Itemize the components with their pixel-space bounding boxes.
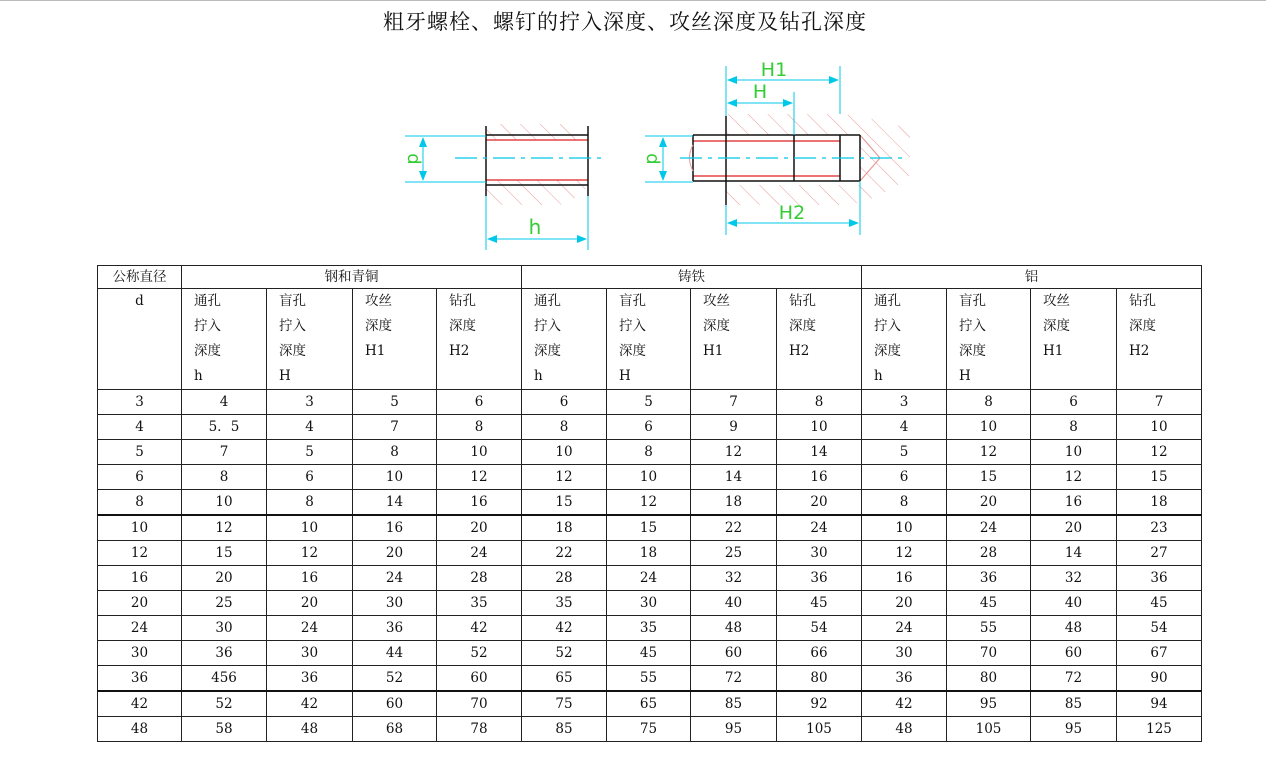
table-row [98, 390, 1202, 415]
value-cell: 48 [267, 717, 353, 742]
column-header-line: h [874, 368, 883, 384]
value-cell: 45 [777, 591, 862, 616]
table-row [98, 415, 1202, 440]
page-title: 粗牙螺栓、螺钉的拧入深度、攻丝深度及钻孔深度 [383, 10, 867, 34]
value-cell: 95 [691, 717, 777, 742]
value-cell: 5．5 [182, 415, 267, 440]
column-header-line: 钻孔 [449, 293, 476, 309]
column-header-line: H1 [365, 343, 386, 359]
diameter-cell: 12 [98, 541, 182, 566]
value-cell: 60 [1031, 641, 1117, 666]
column-header-line: 通孔 [194, 293, 221, 309]
column-header [862, 289, 947, 390]
value-cell: 54 [1117, 616, 1202, 641]
value-cell: 16 [437, 490, 522, 516]
value-cell: 94 [1117, 691, 1202, 717]
value-cell: 15 [607, 515, 691, 541]
value-cell: 24 [947, 515, 1031, 541]
column-header-line: 深度 [449, 318, 476, 334]
value-cell: 15 [947, 465, 1031, 490]
diameter-cell: 48 [98, 717, 182, 742]
value-cell: 54 [777, 616, 862, 641]
value-cell: 3 [862, 390, 947, 415]
value-cell: 7 [691, 390, 777, 415]
table-row [98, 515, 1202, 541]
label-d-left: d [403, 153, 424, 165]
value-cell: 95 [1031, 717, 1117, 742]
value-cell: 78 [437, 717, 522, 742]
table-row [98, 490, 1202, 516]
value-cell: 35 [522, 591, 607, 616]
value-cell: 58 [182, 717, 267, 742]
value-cell: 70 [437, 691, 522, 717]
diameter-cell: 10 [98, 515, 182, 541]
diameter-cell: 5 [98, 440, 182, 465]
value-cell: 5 [353, 390, 437, 415]
column-header-line: 拧入 [279, 318, 306, 334]
value-cell: 15 [522, 490, 607, 516]
value-cell: 45 [607, 641, 691, 666]
value-cell: 30 [182, 616, 267, 641]
diameter-cell: 36 [98, 666, 182, 692]
value-cell: 24 [353, 566, 437, 591]
value-cell: 10 [607, 465, 691, 490]
value-cell: 12 [522, 465, 607, 490]
column-header-line: 攻丝 [703, 293, 730, 309]
arrow-d-top-left [419, 137, 427, 147]
column-header-line: 深度 [789, 318, 816, 334]
value-cell: 20 [182, 566, 267, 591]
column-header-line: H2 [449, 343, 470, 359]
value-cell: 105 [777, 717, 862, 742]
value-cell: 6 [862, 465, 947, 490]
column-header [437, 289, 522, 390]
value-cell: 67 [1117, 641, 1202, 666]
value-cell: 4 [862, 415, 947, 440]
value-cell: 68 [353, 717, 437, 742]
column-header-line: 盲孔 [959, 293, 986, 309]
value-cell: 5 [862, 440, 947, 465]
value-cell: 4 [182, 390, 267, 415]
value-cell: 12 [182, 515, 267, 541]
column-header-line: H [619, 368, 631, 384]
table-row [98, 465, 1202, 490]
value-cell: 28 [522, 566, 607, 591]
group-header-aluminum: 铝 [862, 266, 1202, 289]
value-cell: 22 [522, 541, 607, 566]
value-cell: 6 [607, 415, 691, 440]
diameter-cell: 3 [98, 390, 182, 415]
table-row [98, 666, 1202, 692]
column-header-line: H1 [1043, 343, 1064, 359]
value-cell: 456 [182, 666, 267, 692]
value-cell: 10 [437, 440, 522, 465]
column-header-line: 深度 [365, 318, 392, 334]
table-row [98, 541, 1202, 566]
label-H: H [752, 81, 768, 103]
value-cell: 8 [1031, 415, 1117, 440]
arrow-d-bottom-left [419, 171, 427, 181]
value-cell: 12 [607, 490, 691, 516]
label-H2: H2 [778, 202, 806, 224]
value-cell: 60 [691, 641, 777, 666]
column-header-line: H [279, 368, 291, 384]
column-header [691, 289, 777, 390]
arrow-h-left [487, 235, 497, 243]
value-cell: 10 [777, 415, 862, 440]
value-cell: 20 [862, 591, 947, 616]
column-header-line: 钻孔 [1129, 293, 1156, 309]
value-cell: 36 [947, 566, 1031, 591]
value-cell: 55 [947, 616, 1031, 641]
value-cell: 6 [522, 390, 607, 415]
value-cell: 80 [777, 666, 862, 692]
column-header [1117, 289, 1202, 390]
value-cell: 12 [1117, 440, 1202, 465]
value-cell: 9 [691, 415, 777, 440]
diameter-cell: 24 [98, 616, 182, 641]
value-cell: 3 [267, 390, 353, 415]
thread-depth-diagram [0, 0, 1266, 262]
label-H1: H1 [760, 59, 788, 81]
column-header-line: 深度 [279, 343, 306, 359]
value-cell: 12 [691, 440, 777, 465]
column-header-line: 攻丝 [365, 293, 392, 309]
value-cell: 12 [1031, 465, 1117, 490]
value-cell: 52 [437, 641, 522, 666]
table-row [98, 717, 1202, 742]
value-cell: 16 [862, 566, 947, 591]
column-header [267, 289, 353, 390]
value-cell: 4 [267, 415, 353, 440]
value-cell: 8 [862, 490, 947, 516]
value-cell: 48 [1031, 616, 1117, 641]
value-cell: 24 [777, 515, 862, 541]
column-header-line: 拧入 [959, 318, 986, 334]
value-cell: 10 [947, 415, 1031, 440]
column-header-line: H1 [703, 343, 724, 359]
value-cell: 20 [1031, 515, 1117, 541]
column-header-line: 深度 [874, 343, 901, 359]
value-cell: 18 [1117, 490, 1202, 516]
value-cell: 7 [182, 440, 267, 465]
diameter-cell: 20 [98, 591, 182, 616]
value-cell: 52 [353, 666, 437, 692]
column-header [1031, 289, 1117, 390]
table-row [98, 440, 1202, 465]
diameter-cell: 8 [98, 490, 182, 516]
value-cell: 15 [1117, 465, 1202, 490]
value-cell: 30 [607, 591, 691, 616]
value-cell: 10 [522, 440, 607, 465]
value-cell: 30 [862, 641, 947, 666]
arrow-H1-right [829, 76, 839, 84]
column-header-line: 通孔 [874, 293, 901, 309]
value-cell: 80 [947, 666, 1031, 692]
value-cell: 36 [353, 616, 437, 641]
value-cell: 36 [182, 641, 267, 666]
value-cell: 7 [1117, 390, 1202, 415]
value-cell: 25 [182, 591, 267, 616]
value-cell: 24 [607, 566, 691, 591]
value-cell: 8 [522, 415, 607, 440]
column-header-line: 深度 [534, 343, 561, 359]
value-cell: 20 [437, 515, 522, 541]
value-cell: 10 [1117, 415, 1202, 440]
arrow-H2-left [727, 219, 737, 227]
value-cell: 66 [777, 641, 862, 666]
value-cell: 27 [1117, 541, 1202, 566]
value-cell: 36 [1117, 566, 1202, 591]
value-cell: 75 [607, 717, 691, 742]
value-cell: 24 [862, 616, 947, 641]
table-row [98, 641, 1202, 666]
value-cell: 14 [691, 465, 777, 490]
column-header-line: 深度 [619, 343, 646, 359]
value-cell: 18 [691, 490, 777, 516]
column-header-line: 拧入 [194, 318, 221, 334]
column-header-line: 深度 [959, 343, 986, 359]
value-cell: 55 [607, 666, 691, 692]
value-cell: 20 [353, 541, 437, 566]
column-header-line: H2 [789, 343, 810, 359]
value-cell: 7 [353, 415, 437, 440]
arrow-d-top-right [659, 137, 667, 147]
value-cell: 5 [267, 440, 353, 465]
column-header-line: H2 [1129, 343, 1150, 359]
value-cell: 92 [777, 691, 862, 717]
value-cell: 42 [437, 616, 522, 641]
value-cell: 10 [267, 515, 353, 541]
diameter-cell: 30 [98, 641, 182, 666]
value-cell: 45 [947, 591, 1031, 616]
column-header-line: 钻孔 [789, 293, 816, 309]
value-cell: 23 [1117, 515, 1202, 541]
value-cell: 10 [1031, 440, 1117, 465]
blind-hole-figure [642, 59, 910, 235]
nominal-diameter-symbol: d [98, 289, 182, 390]
value-cell: 75 [522, 691, 607, 717]
value-cell: 65 [607, 691, 691, 717]
value-cell: 65 [522, 666, 607, 692]
arrow-H2-right [849, 219, 859, 227]
value-cell: 16 [1031, 490, 1117, 516]
value-cell: 28 [437, 566, 522, 591]
column-header-line: 拧入 [534, 318, 561, 334]
value-cell: 40 [691, 591, 777, 616]
diameter-cell: 6 [98, 465, 182, 490]
diameter-cell: 42 [98, 691, 182, 717]
thread-depth-table [97, 265, 1202, 742]
value-cell: 30 [777, 541, 862, 566]
column-header-line: 拧入 [874, 318, 901, 334]
value-cell: 14 [353, 490, 437, 516]
value-cell: 72 [691, 666, 777, 692]
value-cell: 42 [862, 691, 947, 717]
column-header-line: 拧入 [619, 318, 646, 334]
diameter-cell: 4 [98, 415, 182, 440]
value-cell: 10 [182, 490, 267, 516]
column-header-line: 深度 [703, 318, 730, 334]
value-cell: 14 [1031, 541, 1117, 566]
value-cell: 20 [947, 490, 1031, 516]
value-cell: 8 [607, 440, 691, 465]
value-cell: 48 [862, 717, 947, 742]
value-cell: 36 [267, 666, 353, 692]
value-cell: 8 [437, 415, 522, 440]
group-header-cast-iron: 铸铁 [522, 266, 862, 289]
header-row-groups [98, 266, 1202, 289]
value-cell: 6 [1031, 390, 1117, 415]
value-cell: 8 [182, 465, 267, 490]
column-header-line: H [959, 368, 971, 384]
value-cell: 52 [522, 641, 607, 666]
hatch-top-left [486, 124, 590, 140]
value-cell: 10 [862, 515, 947, 541]
column-header-line: 深度 [1043, 318, 1070, 334]
value-cell: 12 [862, 541, 947, 566]
value-cell: 85 [691, 691, 777, 717]
value-cell: 10 [353, 465, 437, 490]
table-row [98, 691, 1202, 717]
column-header [353, 289, 437, 390]
arrow-d-bottom-right [659, 171, 667, 181]
label-d-right: d [642, 153, 663, 165]
column-header [777, 289, 862, 390]
value-cell: 45 [1117, 591, 1202, 616]
value-cell: 52 [182, 691, 267, 717]
column-header-line: h [194, 368, 203, 384]
nominal-diameter-header: 公称直径 [98, 266, 182, 289]
value-cell: 16 [267, 566, 353, 591]
column-header [947, 289, 1031, 390]
value-cell: 32 [1031, 566, 1117, 591]
column-header-line: 攻丝 [1043, 293, 1070, 309]
value-cell: 28 [947, 541, 1031, 566]
value-cell: 42 [522, 616, 607, 641]
value-cell: 6 [437, 390, 522, 415]
value-cell: 20 [267, 591, 353, 616]
table-row [98, 566, 1202, 591]
column-header-line: 盲孔 [279, 293, 306, 309]
value-cell: 95 [947, 691, 1031, 717]
arrow-H1-left [727, 76, 737, 84]
value-cell: 15 [182, 541, 267, 566]
value-cell: 48 [691, 616, 777, 641]
value-cell: 12 [947, 440, 1031, 465]
value-cell: 5 [607, 390, 691, 415]
value-cell: 40 [1031, 591, 1117, 616]
hatch-bottom-left [486, 180, 588, 205]
value-cell: 6 [267, 465, 353, 490]
value-cell: 24 [437, 541, 522, 566]
value-cell: 72 [1031, 666, 1117, 692]
value-cell: 44 [353, 641, 437, 666]
value-cell: 8 [777, 390, 862, 415]
value-cell: 30 [267, 641, 353, 666]
column-header-line: 通孔 [534, 293, 561, 309]
value-cell: 85 [1031, 691, 1117, 717]
column-header-line: h [534, 368, 543, 384]
value-cell: 18 [607, 541, 691, 566]
value-cell: 30 [353, 591, 437, 616]
value-cell: 32 [691, 566, 777, 591]
arrow-H-left [727, 99, 737, 107]
column-header [522, 289, 607, 390]
column-header-line: 深度 [194, 343, 221, 359]
value-cell: 42 [267, 691, 353, 717]
column-header-line: 盲孔 [619, 293, 646, 309]
value-cell: 36 [777, 566, 862, 591]
value-cell: 8 [947, 390, 1031, 415]
value-cell: 35 [607, 616, 691, 641]
value-cell: 12 [267, 541, 353, 566]
value-cell: 12 [437, 465, 522, 490]
value-cell: 20 [777, 490, 862, 516]
column-header [607, 289, 691, 390]
value-cell: 85 [522, 717, 607, 742]
value-cell: 35 [437, 591, 522, 616]
value-cell: 105 [947, 717, 1031, 742]
column-header-line: 深度 [1129, 318, 1156, 334]
value-cell: 22 [691, 515, 777, 541]
value-cell: 16 [777, 465, 862, 490]
value-cell: 18 [522, 515, 607, 541]
hatch-workpiece-right [726, 114, 910, 205]
table-row [98, 591, 1202, 616]
value-cell: 90 [1117, 666, 1202, 692]
arrow-H-right [783, 99, 793, 107]
value-cell: 8 [353, 440, 437, 465]
value-cell: 60 [353, 691, 437, 717]
value-cell: 14 [777, 440, 862, 465]
header-row-columns [98, 289, 1202, 390]
value-cell: 24 [267, 616, 353, 641]
value-cell: 70 [947, 641, 1031, 666]
column-header [182, 289, 267, 390]
value-cell: 60 [437, 666, 522, 692]
value-cell: 125 [1117, 717, 1202, 742]
diameter-cell: 16 [98, 566, 182, 591]
value-cell: 8 [267, 490, 353, 516]
arrow-h-right [577, 235, 587, 243]
through-hole-figure [403, 124, 606, 250]
value-cell: 25 [691, 541, 777, 566]
table-row [98, 616, 1202, 641]
label-h: h [528, 215, 542, 239]
value-cell: 16 [353, 515, 437, 541]
group-header-steel-bronze: 钢和青铜 [182, 266, 522, 289]
value-cell: 36 [862, 666, 947, 692]
